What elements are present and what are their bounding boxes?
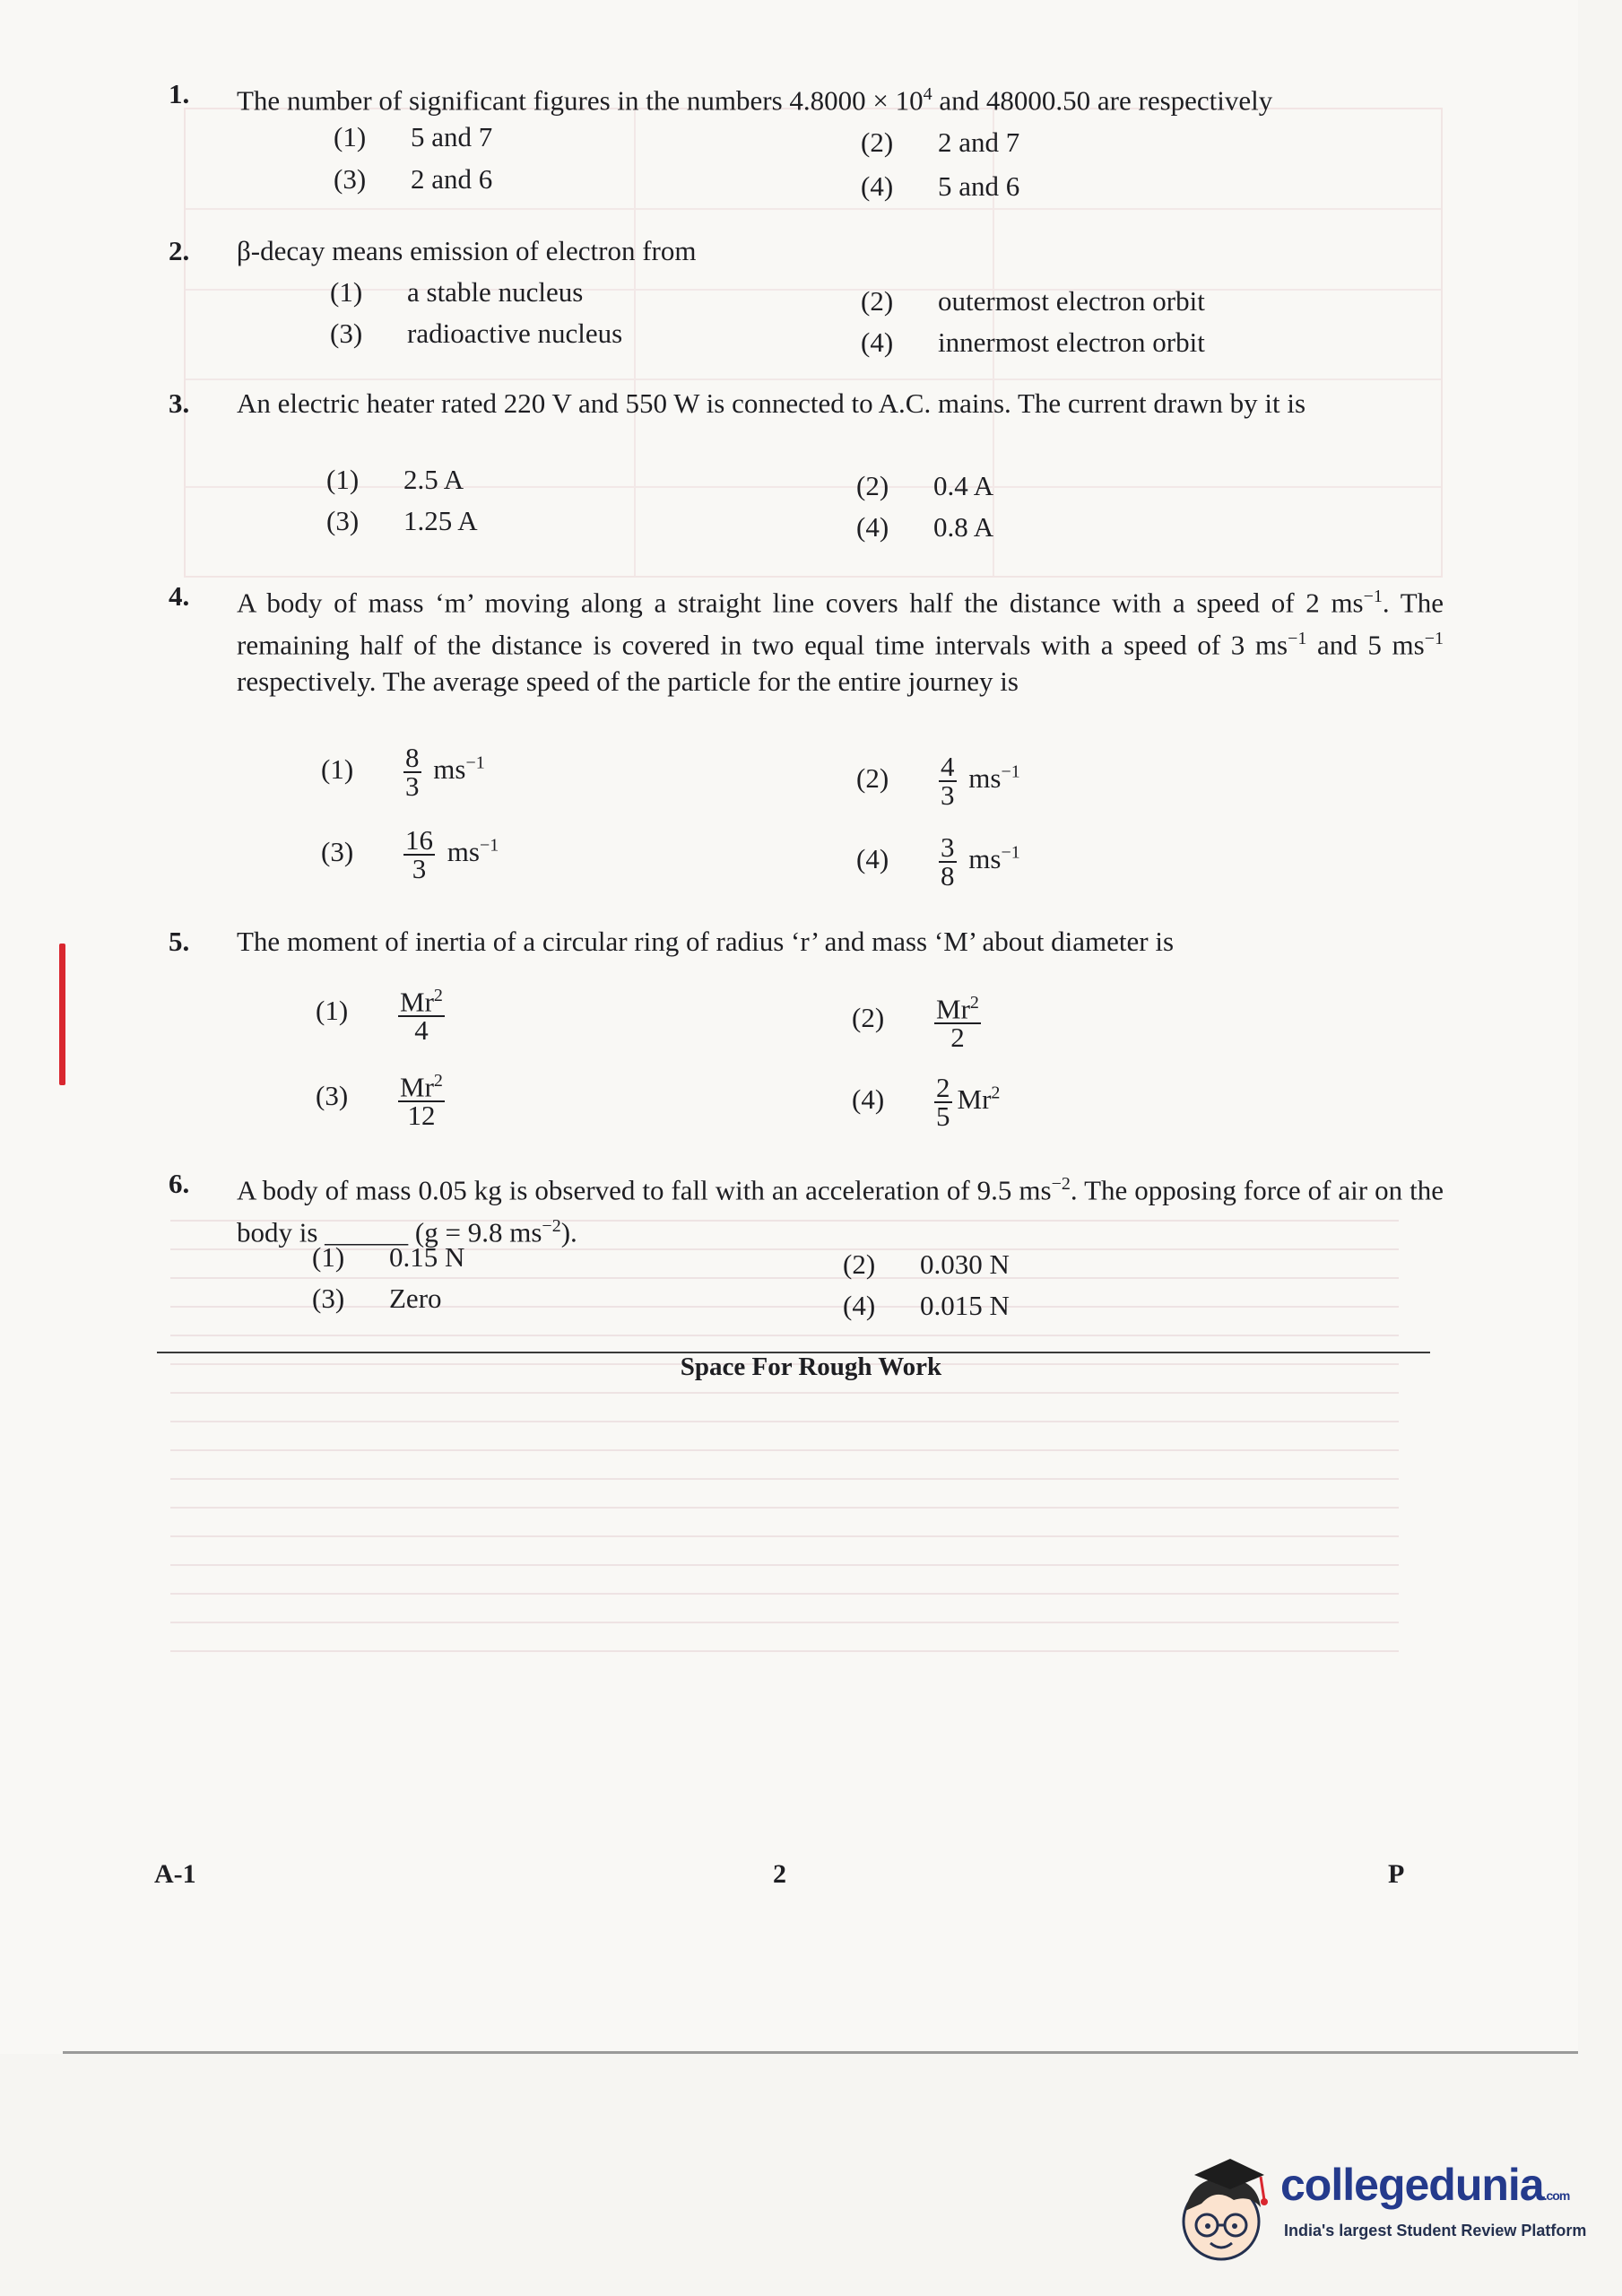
question-1	[170, 76, 1444, 118]
option-3[interactable]: (3) Zero	[312, 1283, 442, 1314]
page-edge	[63, 2051, 1578, 2054]
option-4[interactable]: (4) 5 and 6	[861, 170, 1020, 202]
brand-name: collegedunia.com	[1280, 2160, 1570, 2210]
option-1[interactable]: (1) $\frac{Mr^2}{4}$	[316, 982, 450, 1044]
option-1[interactable]: (1) $\frac{8}{3}$ $ms^{-1}$	[321, 742, 485, 802]
question-3	[170, 386, 1444, 422]
option-4[interactable]: (4) 0.8 A	[856, 511, 994, 543]
option-1[interactable]: (1) a stable nucleus	[330, 276, 584, 308]
rough-work-heading: Space For Rough Work	[680, 1352, 942, 1381]
question-text: A body of mass 0.05 kg is observed to fall with an acceleration of 9.5 $ms^{-2}$. The opposing force of air on the body is ______ (g = 9.8 $ms^{-2}$).	[237, 1174, 1444, 1248]
option-3[interactable]: (3) 1.25 A	[326, 505, 478, 536]
question-text: β-decay means emission of electron from	[237, 235, 697, 266]
brand-tagline: India's largest Student Review Platform	[1284, 2222, 1587, 2239]
question-number: 5.	[169, 926, 190, 957]
question-number: 2.	[169, 235, 190, 266]
option-4[interactable]: (4) $\frac{2}{5}$ Mr$^2$	[852, 1072, 1001, 1132]
paper-code: A-1	[154, 1859, 196, 1889]
option-2[interactable]: (2) outermost electron orbit	[861, 285, 1205, 317]
question-5	[170, 924, 1444, 960]
option-4[interactable]: (4) innermost electron orbit	[861, 326, 1205, 358]
question-text: The number of significant figures in the numbers $4.8000 \times 10^4$ and 48000.50 are respectively	[237, 84, 1273, 117]
option-2[interactable]: (2) 0.030 N	[843, 1248, 1010, 1280]
question-number: 3.	[169, 387, 190, 419]
page-number: 2	[773, 1859, 786, 1889]
option-3[interactable]: (3) 2 and 6	[334, 163, 493, 195]
question-number: 1.	[169, 78, 190, 109]
question-text: An electric heater rated 220 V and 550 W is connected to A.C. mains. The current drawn by it is	[237, 387, 1306, 419]
mascot-icon	[1175, 2148, 1273, 2274]
brand-domain: .com	[1543, 2188, 1570, 2203]
question-number: 4.	[169, 580, 190, 612]
question-text: The moment of inertia of a circular ring of radius ‘r’ and mass ‘M’ about diameter is	[237, 926, 1175, 957]
question-4	[170, 578, 1444, 700]
option-3[interactable]: (3) $\frac{16}{3}$ $ms^{-1}$	[321, 824, 499, 884]
option-1[interactable]: (1) 2.5 A	[326, 464, 464, 495]
option-3[interactable]: (3) radioactive nucleus	[330, 317, 623, 349]
option-1[interactable]: (1) 0.15 N	[312, 1241, 465, 1273]
option-2[interactable]: (2) 0.4 A	[856, 470, 994, 501]
option-2[interactable]: (2) $\frac{4}{3}$ $ms^{-1}$	[856, 751, 1020, 811]
option-2[interactable]: (2) 2 and 7	[861, 126, 1020, 158]
option-1[interactable]: (1) 5 and 7	[334, 121, 493, 152]
question-text: A body of mass ‘m’ moving along a straight line covers half the distance with a speed of 2 $ms^{-1}$. The remaining half of the distance is covered in two equal time intervals with a speed of 3 $ms^{-1}$ and 5 $ms^{-1}$ respectively. The average speed of the particle for the entire journey is	[237, 587, 1444, 697]
question-number: 6.	[169, 1168, 190, 1199]
booklet-series: P	[1388, 1859, 1405, 1889]
option-3[interactable]: (3) $\frac{Mr^2}{12}$	[316, 1067, 450, 1129]
red-margin-mark	[59, 944, 65, 1085]
question-2	[170, 233, 1444, 269]
question-6	[170, 1166, 1444, 1251]
option-2[interactable]: (2) $\frac{Mr^2}{2}$	[852, 989, 986, 1051]
brand-logo[interactable]	[1175, 2148, 1587, 2274]
option-4[interactable]: (4) 0.015 N	[843, 1290, 1010, 1321]
option-4[interactable]: (4) $\frac{3}{8}$ $ms^{-1}$	[856, 831, 1020, 891]
